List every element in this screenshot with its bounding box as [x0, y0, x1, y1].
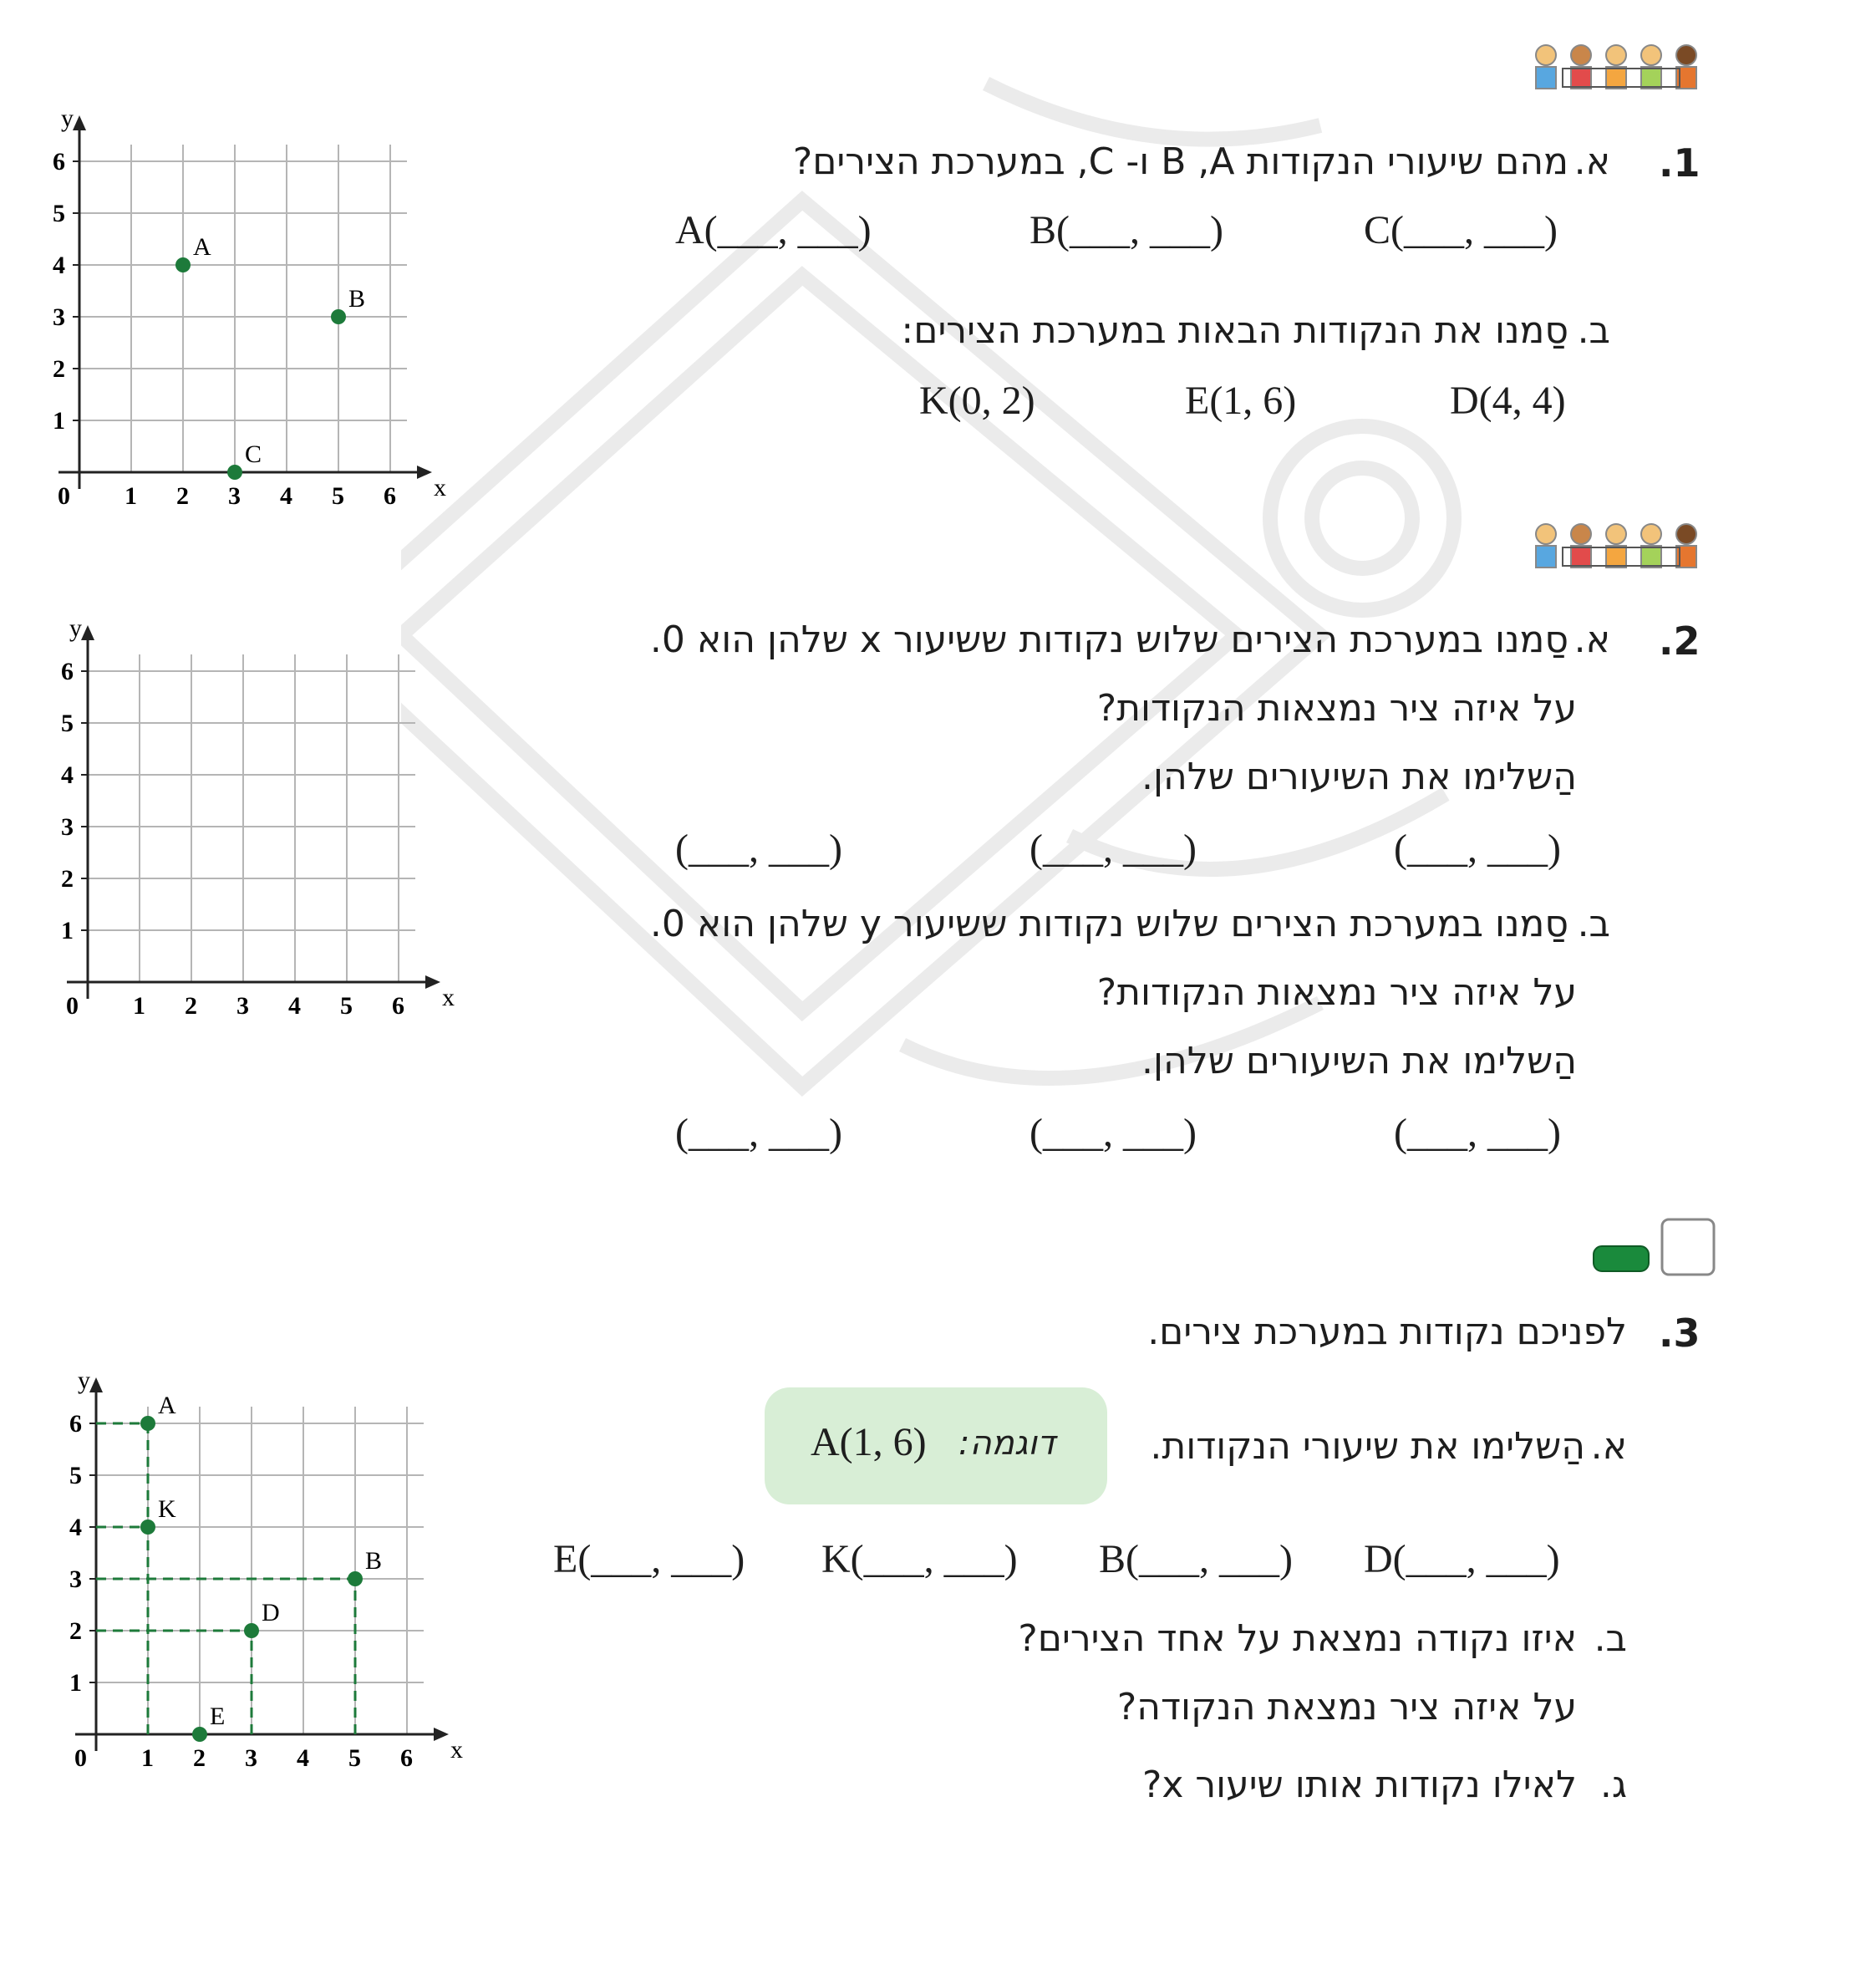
- point-e: [192, 1727, 207, 1742]
- y-axis-arrow: [73, 115, 86, 130]
- point-label-b: B: [348, 285, 366, 313]
- x-tick-label: 3: [236, 992, 249, 1020]
- q3-blank-d[interactable]: D(___, ___): [1364, 1537, 1560, 1581]
- x-axis-label: x: [442, 984, 455, 1011]
- x-tick-label: 3: [228, 482, 241, 510]
- q1-b-question: סַמנו את הנקודות הבאות במערכת הצירים:: [901, 309, 1568, 352]
- y-tick-label: 1: [69, 1669, 82, 1697]
- x-tick-label: 4: [297, 1744, 309, 1772]
- q3-c-label: ג.: [1599, 1764, 1627, 1806]
- point-c: [227, 465, 242, 480]
- x-axis-label: x: [450, 1736, 463, 1764]
- x-tick-label: 4: [280, 482, 292, 510]
- x-tick-label: 1: [133, 992, 145, 1020]
- group-work-icon: [1529, 43, 1713, 106]
- y-tick-label: 2: [53, 355, 65, 383]
- point-label-e: E: [210, 1703, 226, 1730]
- y-axis-arrow: [89, 1377, 103, 1392]
- q2-a-blank-1[interactable]: (___, ___): [675, 827, 842, 871]
- point-label-k: K: [158, 1495, 176, 1523]
- x-tick-label: 0: [74, 1744, 87, 1772]
- x-axis-arrow: [417, 466, 432, 479]
- y-axis-label: y: [69, 614, 82, 642]
- q2-b-blank-1[interactable]: (___, ___): [675, 1111, 842, 1155]
- q1-blank-a[interactable]: A(___, ___): [675, 208, 872, 252]
- q2-number: .2: [1659, 618, 1701, 664]
- point-label-d: D: [262, 1599, 280, 1626]
- q1-point-k: K(0, 2): [919, 379, 1035, 423]
- x-tick-label: 1: [141, 1744, 154, 1772]
- q3-c-question: לאילו נקודות אותו שיעור x?: [1141, 1764, 1577, 1806]
- x-tick-label: 6: [384, 482, 396, 510]
- q2-b-blank-2[interactable]: (___, ___): [1030, 1111, 1197, 1155]
- x-tick-label: 3: [245, 1744, 257, 1772]
- example-label: דוגמה:: [958, 1424, 1055, 1463]
- q2-a-label: א.: [1574, 618, 1610, 661]
- y-tick-label: 5: [53, 200, 65, 227]
- q3-a-question: הַשלימו את שיעורי הנקודות.: [1150, 1425, 1585, 1468]
- point-label-a: A: [193, 233, 211, 261]
- point-a: [175, 257, 191, 272]
- q1-blank-c[interactable]: C(___, ___): [1364, 208, 1558, 252]
- q2-coordinate-graph[interactable]: [42, 593, 476, 1028]
- x-axis-label: x: [434, 474, 446, 501]
- q1-a-label: א.: [1574, 140, 1610, 183]
- q2-a-blank-3[interactable]: (___, ___): [1394, 827, 1561, 871]
- x-axis-arrow: [434, 1728, 449, 1741]
- y-tick-label: 5: [61, 710, 74, 737]
- x-tick-label: 5: [348, 1744, 361, 1772]
- y-tick-label: 4: [53, 252, 65, 279]
- q1-blank-b[interactable]: B(___, ___): [1030, 208, 1223, 252]
- q2-a-blank-2[interactable]: (___, ___): [1030, 827, 1197, 871]
- x-tick-label: 4: [288, 992, 301, 1020]
- q3-blank-e[interactable]: E(___, ___): [553, 1537, 745, 1581]
- y-tick-label: 4: [69, 1514, 82, 1541]
- point-d: [244, 1623, 259, 1638]
- q1-coordinate-graph[interactable]: [33, 84, 468, 518]
- q2-b-line3: הַשלימו את השיעורים שלהן.: [1141, 1040, 1577, 1082]
- x-tick-label: 1: [125, 482, 137, 510]
- y-tick-label: 5: [69, 1462, 82, 1489]
- x-tick-label: 2: [193, 1744, 206, 1772]
- y-axis-arrow: [81, 625, 94, 640]
- x-tick-label: 6: [392, 992, 404, 1020]
- q2-a-line2: על איזה ציר נמצאות הנקודות?: [1096, 687, 1577, 730]
- y-tick-label: 6: [69, 1410, 82, 1438]
- x-tick-label: 0: [66, 992, 79, 1020]
- x-tick-label: 0: [58, 482, 70, 510]
- q3-b-line2: על איזה ציר נמצאת הנקודה?: [1116, 1686, 1577, 1728]
- q1-point-d: D(4, 4): [1450, 379, 1566, 423]
- y-tick-label: 3: [69, 1565, 82, 1593]
- q3-b-question: איזו נקודה נמצאת על אחד הצירים?: [1018, 1617, 1577, 1660]
- y-tick-label: 3: [61, 813, 74, 841]
- x-tick-label: 5: [332, 482, 344, 510]
- point-label-a: A: [158, 1392, 176, 1419]
- q2-a-line3: הַשלימו את השיעורים שלהן.: [1141, 756, 1577, 798]
- y-axis-label: y: [78, 1367, 90, 1394]
- q2-b-line2: על איזה ציר נמצאות הנקודות?: [1096, 971, 1577, 1014]
- example-value: A(1, 6): [811, 1420, 927, 1464]
- point-b: [348, 1571, 363, 1586]
- y-axis-label: y: [61, 104, 74, 132]
- q1-b-label: ב.: [1577, 309, 1610, 352]
- q2-b-label: ב.: [1577, 903, 1610, 945]
- q1-number: .1: [1659, 140, 1701, 186]
- q3-coordinate-graph[interactable]: [50, 1346, 485, 1780]
- q1-a-question: מהם שיעורי הנקודות B ,A ו- C, במערכת הצירים?: [792, 140, 1568, 183]
- x-tick-label: 2: [185, 992, 197, 1020]
- q3-blank-b[interactable]: B(___, ___): [1099, 1537, 1293, 1581]
- y-tick-label: 1: [61, 917, 74, 944]
- y-tick-label: 2: [61, 865, 74, 893]
- q2-b-question: סַמנו במערכת הצירים שלוש נקודות ששיעור y שלהן הוא 0.: [649, 903, 1568, 945]
- q3-intro: לפניכם נקודות במערכת צירים.: [1147, 1311, 1627, 1353]
- q3-b-label: ב.: [1594, 1617, 1627, 1660]
- x-tick-label: 6: [400, 1744, 413, 1772]
- y-tick-label: 6: [61, 658, 74, 685]
- y-tick-label: 6: [53, 148, 65, 176]
- example-box: [765, 1387, 1107, 1504]
- y-tick-label: 4: [61, 761, 74, 789]
- point-k: [140, 1519, 155, 1535]
- point-label-c: C: [245, 440, 262, 468]
- y-tick-label: 3: [53, 303, 65, 331]
- x-axis-arrow: [425, 975, 440, 989]
- q3-blank-k[interactable]: K(___, ___): [821, 1537, 1018, 1581]
- q1-point-e: E(1, 6): [1185, 379, 1297, 423]
- y-tick-label: 1: [53, 407, 65, 435]
- x-tick-label: 5: [340, 992, 353, 1020]
- group-work-icon: [1529, 522, 1713, 585]
- q2-b-blank-3[interactable]: (___, ___): [1394, 1111, 1561, 1155]
- q3-number: .3: [1659, 1311, 1701, 1356]
- q2-a-question: סַמנו במערכת הצירים שלוש נקודות ששיעור x שלהן הוא 0.: [649, 618, 1568, 661]
- point-b: [331, 309, 346, 324]
- difficulty-level-icon: [1592, 1216, 1717, 1283]
- y-tick-label: 2: [69, 1617, 82, 1645]
- point-a: [140, 1416, 155, 1431]
- point-label-b: B: [365, 1547, 383, 1575]
- x-tick-label: 2: [176, 482, 189, 510]
- q3-a-label: א.: [1590, 1425, 1627, 1468]
